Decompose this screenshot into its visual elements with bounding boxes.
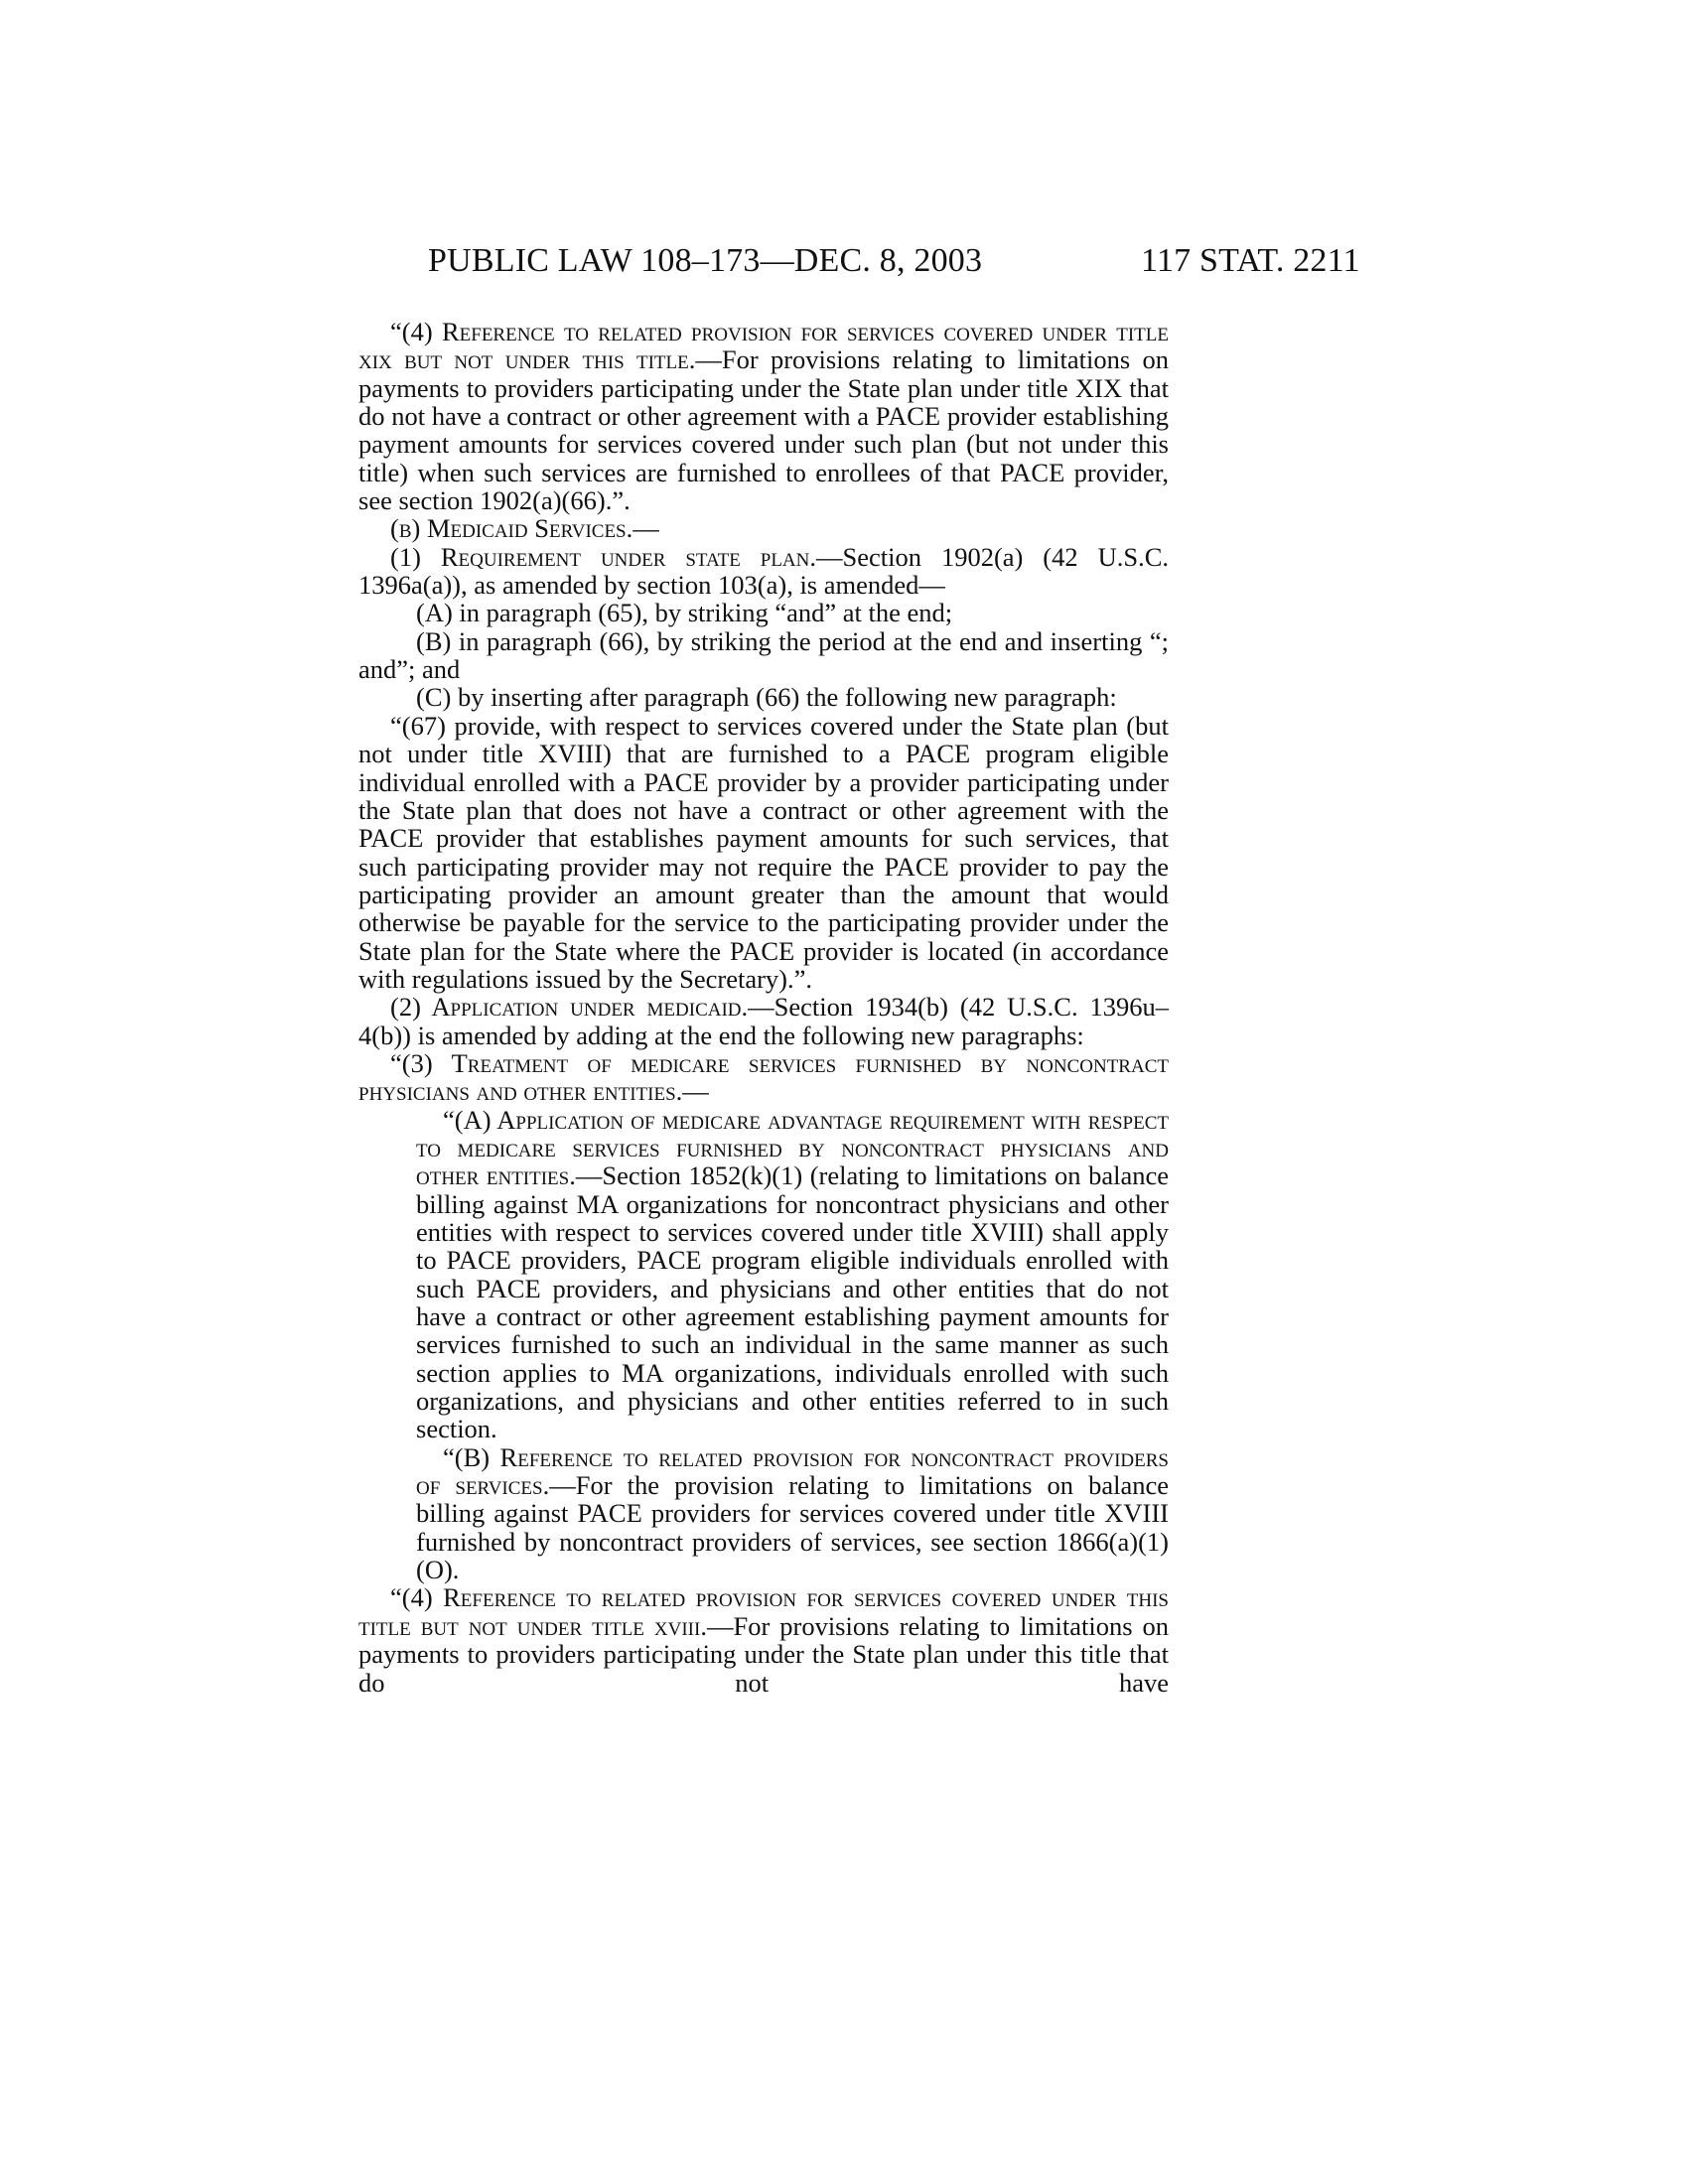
paragraph-text: (C) by inserting after paragraph (66) the following new paragraph: [416, 682, 1117, 713]
paragraph-1-requirement-under-state-plan [358, 543, 1169, 600]
paragraph-3-treatment-of-medicare-services [358, 1049, 1169, 1106]
paragraph-heading: “(B) Reference to related provision for noncontract providers of services.— [416, 1441, 1169, 1501]
paragraph-heading: “(4) Reference to related provision for services covered under title xix but not under this title.— [358, 317, 1169, 375]
paragraph-4-reference-title-xix [358, 318, 1169, 514]
paragraph-text: Section 1852(k)(1) (relating to limitations on balance billing against MA organizations for noncontract physicians and other entities with respect to services covered under title XVIII) shall apply to PACE providers, PACE program eligible individuals enrolled with such PACE providers, and physicians and other entities that do not have a contract or other agreement establishing payment amounts for services furnished to such an individual in the same manner as such section applies to MA organizations, individuals enrolled with such organizations, and physicians and other entities referred to in such section. [416, 1160, 1169, 1444]
clause-A [358, 599, 1169, 626]
clause-C [358, 683, 1169, 711]
running-header-title: PUBLIC LAW 108–173—DEC. 8, 2003 [428, 242, 983, 279]
paragraph-text: For provisions relating to limitations on payments to providers participating under the State plan under title XIX that do not have a contract or other agreement with a PACE provider establishing payment amounts for services covered under such plan (but not under this title) when such services are furnished to enrollees of that PACE provider, see section 1902(a)(66).”. [358, 344, 1170, 516]
paragraph-heading: (b) Medicaid Services.— [390, 513, 659, 544]
paragraph-text: For the provision relating to limitations on balance billing against PACE providers for services covered under title XVIII furnished by noncontract providers of services, see section 1866(a)(1)(O). [416, 1470, 1169, 1585]
paragraph-heading: “(A) Application of medicare advantage requirement with respect to medicare services furnished by noncontract physicians and other entities.— [416, 1104, 1169, 1191]
paragraph-heading: “(4) Reference to related provision for services covered under this title but not under title xviii.— [358, 1582, 1169, 1641]
paragraph-text: Section 1934(b) (42 U.S.C. 1396u–4(b)) is amended by adding at the end the following new paragraphs: [358, 992, 1169, 1050]
subparagraph-3A-application-of-ma-requirement [358, 1106, 1169, 1443]
subparagraph-3B-reference-noncontract-providers [358, 1443, 1169, 1584]
document-body [358, 318, 1169, 1697]
paragraph-text: Section 1902(a) (42 U.S.C. 1396a(a)), as amended by section 103(a), is amended— [358, 541, 1170, 601]
paragraph-text: (B) in paragraph (66), by striking the period at the end and inserting “; and”; and [358, 625, 1169, 685]
paragraph-text: (A) in paragraph (65), by striking “and” at the end; [416, 598, 953, 628]
paragraph-67 [358, 712, 1169, 993]
clause-B [358, 627, 1169, 684]
running-header-page-ref: 117 STAT. 2211 [1141, 242, 1360, 279]
paragraph-heading: “(3) Treatment of medicare services furnished by noncontract physicians and other entities.— [358, 1047, 1169, 1107]
subsection-b-medicaid-services [358, 514, 1169, 542]
paragraph-heading: (2) Application under medicaid.— [390, 992, 774, 1023]
paragraph-heading: (1) Requirement under state plan.— [390, 541, 843, 572]
paragraph-4-reference-this-title [358, 1583, 1169, 1696]
paragraph-text: “(67) provide, with respect to services covered under the State plan (but not under title XVIII) that are furnished to a PACE program eligible individual enrolled with a PACE provider by a provider participating under the State plan that does not have a contract or other agreement with the PACE provider that establishes payment amounts for such services, that such participating provider may not require the PACE provider to pay the participating provider an amount greater than the amount that would otherwise be payable for the service to the participating provider under the State plan for the State where the PACE provider is located (in accordance with regulations issued by the Secretary).”. [358, 710, 1169, 994]
paragraph-text: For provisions relating to limitations on payments to providers participating under the State plan under this title that do not have [358, 1610, 1170, 1698]
paragraph-2-application-under-medicaid [358, 993, 1169, 1049]
